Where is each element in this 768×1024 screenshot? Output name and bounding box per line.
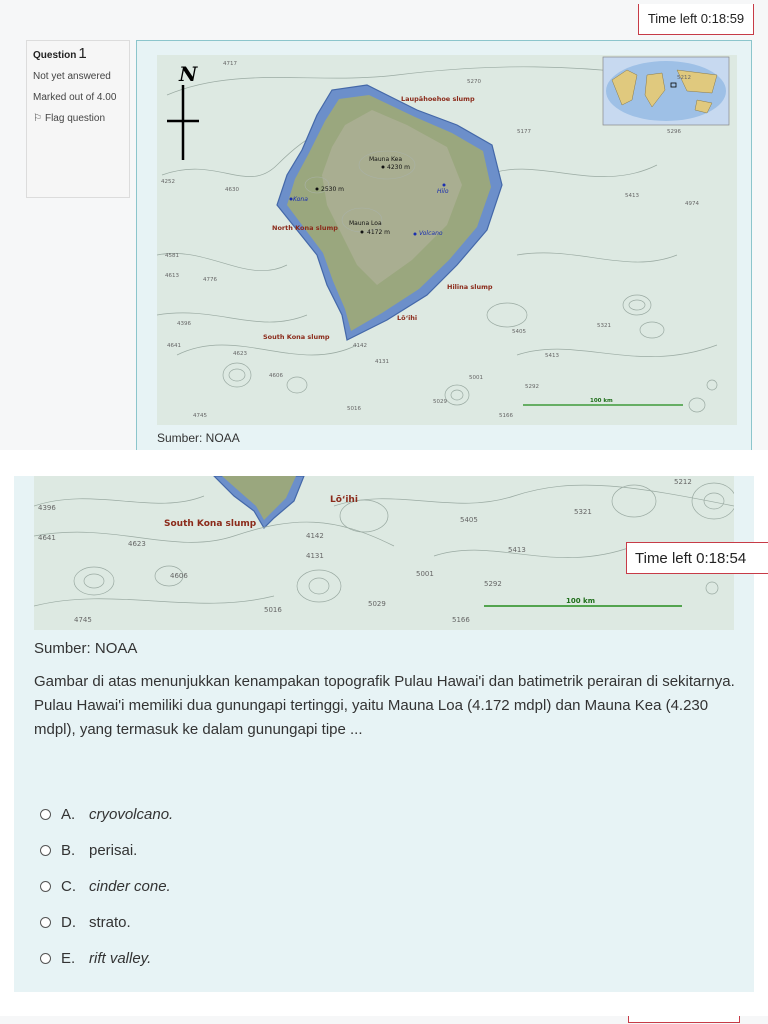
- scale-label: 100 km: [566, 597, 595, 605]
- depth-label: 4745: [74, 616, 92, 624]
- depth-label: 4776: [203, 277, 217, 283]
- depth-label: 4641: [38, 534, 56, 542]
- depth-label: 4717: [223, 61, 237, 67]
- depth-label: 5029: [433, 399, 447, 405]
- question-label: Question: [33, 50, 77, 61]
- question-info-panel: [26, 40, 130, 198]
- answer-text: cinder cone.: [89, 877, 171, 895]
- flag-icon: ⚐: [33, 113, 42, 124]
- depth-label: 5405: [512, 329, 526, 335]
- depth-label: 4142: [353, 343, 367, 349]
- label-south-kona: South Kona slump: [263, 333, 330, 341]
- label-mauna-loa-height: 4172 m: [367, 229, 391, 236]
- depth-label: 5413: [508, 546, 526, 554]
- label-north-kona: North Kona slump: [272, 224, 338, 232]
- depth-label: 4581: [165, 253, 179, 259]
- depth-label: 5321: [574, 508, 592, 516]
- label-laupahoehoe: Laupāhoehoe slump: [401, 95, 475, 103]
- depth-label: 4974: [685, 201, 699, 207]
- question-number-value: 1: [78, 45, 87, 62]
- answer-option-c[interactable]: [40, 868, 173, 904]
- question-marks: Marked out of 4.00: [33, 92, 117, 103]
- question-status: Not yet answered: [33, 71, 111, 82]
- depth-label: 4623: [233, 351, 247, 357]
- depth-label: 5413: [545, 353, 559, 359]
- answer-letter: C.: [61, 877, 76, 895]
- answer-text: perisai.: [89, 841, 138, 859]
- radio-button-a[interactable]: [40, 809, 51, 820]
- depth-label: 4131: [375, 359, 389, 365]
- depth-label: 4396: [177, 321, 191, 327]
- question-number: [33, 47, 123, 62]
- depth-label: 5212: [674, 478, 692, 486]
- hawaii-map-image: [157, 55, 737, 425]
- label-hilina: Hilina slump: [447, 283, 493, 291]
- label-mauna-kea-height: 4230 m: [387, 164, 411, 171]
- answer-text: rift valley.: [89, 949, 152, 967]
- label-kona: Kona: [293, 196, 308, 203]
- depth-label: 5413: [625, 193, 639, 199]
- world-inset-map: [603, 57, 729, 125]
- flag-question-link[interactable]: [33, 112, 123, 125]
- depth-label: 4142: [306, 532, 324, 540]
- answer-letter: D.: [61, 913, 76, 931]
- depth-label: 4613: [165, 273, 179, 279]
- depth-label: 4606: [170, 572, 188, 580]
- label-mauna-kea: Mauna Kea: [369, 156, 403, 163]
- time-left-badge: Time left 0:18:54: [626, 542, 768, 574]
- answer-text: strato.: [89, 913, 131, 931]
- answer-option-a[interactable]: [40, 796, 173, 832]
- flag-question-label: Flag question: [44, 113, 106, 124]
- depth-label: 5292: [525, 384, 539, 390]
- depth-label: 5001: [469, 375, 483, 381]
- depth-label: 5001: [416, 570, 434, 578]
- radio-button-e[interactable]: [40, 953, 51, 964]
- depth-label: 5177: [517, 129, 531, 135]
- label-south-kona: South Kona slump: [164, 519, 257, 529]
- depth-label: 4131: [306, 552, 324, 560]
- north-label: N: [179, 62, 198, 86]
- answer-letter: E.: [61, 949, 76, 967]
- radio-button-b[interactable]: [40, 845, 51, 856]
- label-loihi: Lōʻihi: [330, 495, 358, 505]
- scale-label: 100 km: [590, 398, 613, 404]
- label-hualalai-height: 2530 m: [321, 186, 345, 193]
- question-text: Gambar di atas menunjukkan kenampakan topografik Pulau Hawai'i dan batimetrik perairan di sekitarnya. Pulau Hawai'i memiliki dua gunungapi tertinggi, yaitu Mauna Loa (4.172 mdpl) dan Mauna Kea (4.230 mdpl), yang termasuk ke dalam gunungapi tipe ...: [34, 673, 735, 738]
- screenshot-top: [0, 0, 768, 450]
- depth-label: 4252: [161, 179, 175, 185]
- depth-label: 5405: [460, 516, 478, 524]
- depth-label: 5296: [667, 129, 681, 135]
- depth-label: 5016: [347, 406, 361, 412]
- label-loihi: Lōʻihi: [397, 314, 418, 322]
- depth-label: 5292: [484, 580, 502, 588]
- radio-button-c[interactable]: [40, 881, 51, 892]
- answer-options: [40, 796, 173, 976]
- image-source: Sumber: NOAA: [157, 431, 240, 445]
- label-hilo: Hilo: [437, 188, 449, 195]
- label-volcano: Volcano: [419, 230, 443, 237]
- radio-button-d[interactable]: [40, 917, 51, 928]
- image-source: Sumber: NOAA: [34, 640, 138, 657]
- depth-label: 4630: [225, 187, 239, 193]
- time-left-badge: Time left 0:18:59: [638, 4, 754, 35]
- time-left-badge-partial: [628, 1016, 740, 1023]
- question-content: [136, 40, 752, 450]
- answer-option-b[interactable]: [40, 832, 173, 868]
- depth-label: 5029: [368, 600, 386, 608]
- depth-label: 5270: [467, 79, 481, 85]
- answer-option-d[interactable]: [40, 904, 173, 940]
- answer-letter: B.: [61, 841, 76, 859]
- depth-label: 4641: [167, 343, 181, 349]
- answer-option-e[interactable]: [40, 940, 173, 976]
- depth-label: 5166: [452, 616, 470, 624]
- depth-label: 4606: [269, 373, 283, 379]
- depth-label: 5212: [677, 75, 691, 81]
- answer-letter: A.: [61, 805, 76, 823]
- answer-text: cryovolcano.: [89, 805, 174, 823]
- depth-label: 5321: [597, 323, 611, 329]
- depth-label: 4623: [128, 540, 146, 548]
- label-mauna-loa: Mauna Loa: [349, 220, 382, 227]
- depth-label: 5016: [264, 606, 282, 614]
- depth-label: 4745: [193, 413, 207, 419]
- depth-label: 5166: [499, 413, 513, 419]
- depth-label: 4396: [38, 504, 56, 512]
